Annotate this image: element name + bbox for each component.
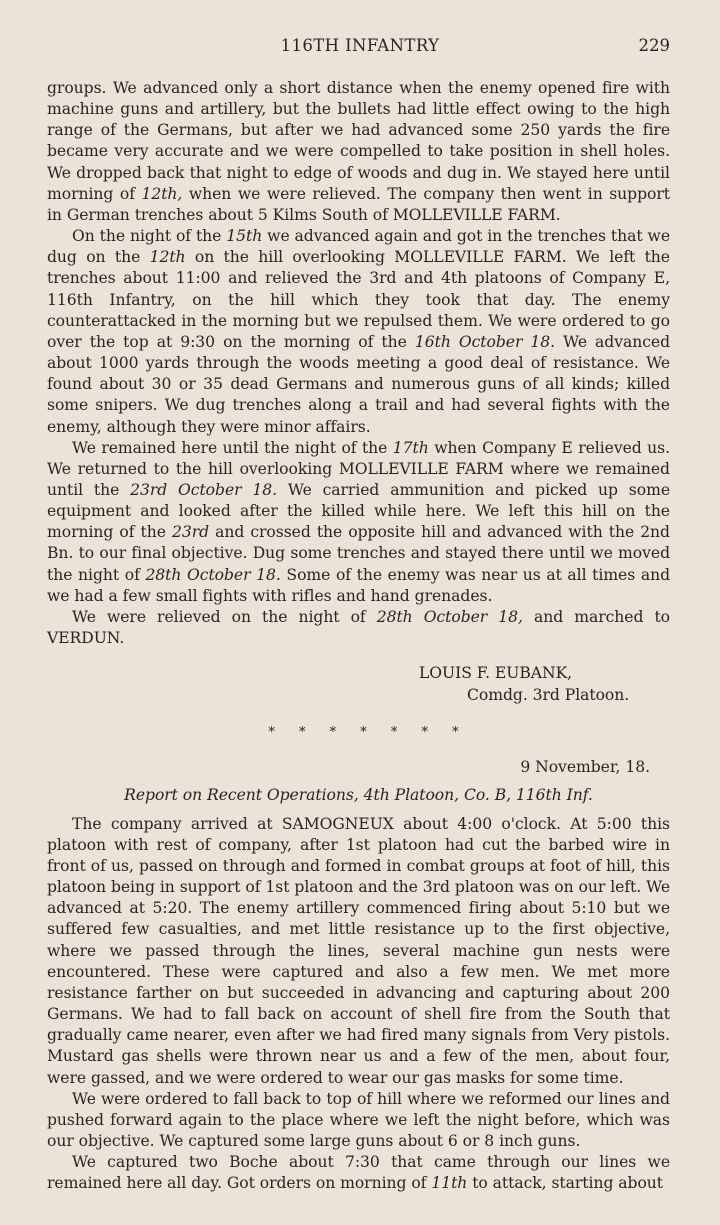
italic-text: 28th October 18, bbox=[376, 607, 523, 626]
section-separator: * * * * * * * bbox=[268, 725, 469, 741]
paragraph: groups. We advanced only a short distance when the enemy opened fire with machine guns and artillery, but the bullets had little effect owing to the high range of the Germans, but after we had advanced some 250 yards the fire became very accurate and we were compelled to take position in shell holes. We dropped back that night to edge of woods and dug in. We stayed here until morning of 12th, when we were relieved. The company then went in support in German trenches about 5 Kilms South of MOLLEVILLE FARM. bbox=[47, 79, 670, 224]
paragraph: We captured two Boche about 7:30 that came through our lines we remained here all day. Got orders on morning of 11th to attack, starting about bbox=[47, 1153, 670, 1193]
signature-block bbox=[47, 663, 670, 706]
italic-text: 12th, bbox=[141, 184, 183, 203]
italic-text: 17th bbox=[392, 438, 429, 457]
italic-text: 16th October 18. bbox=[414, 332, 556, 351]
italic-text: 15th bbox=[226, 227, 263, 246]
page-number: 229 bbox=[638, 36, 670, 55]
italic-text: 23rd October 18. bbox=[130, 480, 278, 499]
signature-name: LOUIS F. EUBANK, bbox=[419, 664, 573, 683]
paragraph: We were ordered to fall back to top of hill where we reformed our lines and pushed forward again to the place where we left the night before, which was our objective. We captured some large guns about 6 or 8 inch guns. bbox=[47, 1089, 670, 1151]
page-body bbox=[47, 78, 670, 1195]
report-date: 9 November, 18. bbox=[520, 758, 650, 777]
running-title: 116TH INFANTRY bbox=[280, 36, 440, 55]
page-header bbox=[0, 36, 720, 60]
paragraph: On the night of the 15th we advanced again and got in the trenches that we dug on the 12th on the hill overlooking MOLLEVILLE FARM. We left the trenches about 11:00 and relieved the 3rd and 4th platoons of Company E, 116th Infantry, on the hill which they took that day. The enemy counterattacked in the morning but we repulsed them. We were ordered to go over the top at 9:30 on the morning of the 16th October 18. We advanced about 1000 yards through the woods meeting a good deal of resistance. We found about 30 or 35 dead Germans and numerous guns of all kinds; killed some snipers. We dug trenches along a trail and had several fights with the enemy, although they were minor affairs. bbox=[47, 227, 671, 436]
paragraph: We remained here until the night of the 17th when Company E relieved us. We returned to the hill overlooking MOLLEVILLE FARM where we remained until the 23rd October 18. We carried ammunition and picked up some equipment and looked after the killed while here. We left this hill on the morning of the 23rd and crossed the opposite hill and advanced with the 2nd Bn. to our final objective. Dug some trenches and stayed there until we moved the night of 28th October 18. Some of the enemy was near us at all times and we had a few small fights with rifles and hand grenades. bbox=[47, 438, 671, 605]
paragraph: The company arrived at SAMOGNEUX about 4:00 o'clock. At 5:00 this platoon with rest of company, after 1st platoon had cut the barbed wire in front of us, passed on through and formed in combat groups at foot of hill, this platoon being in support of 1st platoon and the 3rd platoon was on our left. We advanced at 5:20. The enemy artillery commenced firing about 5:10 but we suffered few casualties, and met little resistance up to the first objective, where we passed through the lines, several machine gun nests were encountered. These were captured and also a few men. We met more resistance farther on but succeeded in advancing and capturing about 200 Germans. We had to fall back on account of shell fire from the South that gradually came nearer, even after we had fired many signals from Very pistols. Mustard gas shells were thrown near us and a few of the men, about four, were gassed, and we were ordered to wear our gas masks for some time. bbox=[47, 814, 670, 1087]
paragraph: We were relieved on the night of 28th October 18, and marched to VERDUN. bbox=[47, 607, 671, 648]
italic-text: 23rd bbox=[171, 523, 210, 542]
italic-text: 11th bbox=[431, 1174, 468, 1193]
italic-text: 12th bbox=[149, 248, 186, 267]
report-title: Report on Recent Operations, 4th Platoon, Co. B, 116th Inf. bbox=[124, 785, 593, 804]
italic-text: 28th October 18. bbox=[145, 565, 281, 584]
signature-rank: Comdg. 3rd Platoon. bbox=[467, 685, 630, 704]
